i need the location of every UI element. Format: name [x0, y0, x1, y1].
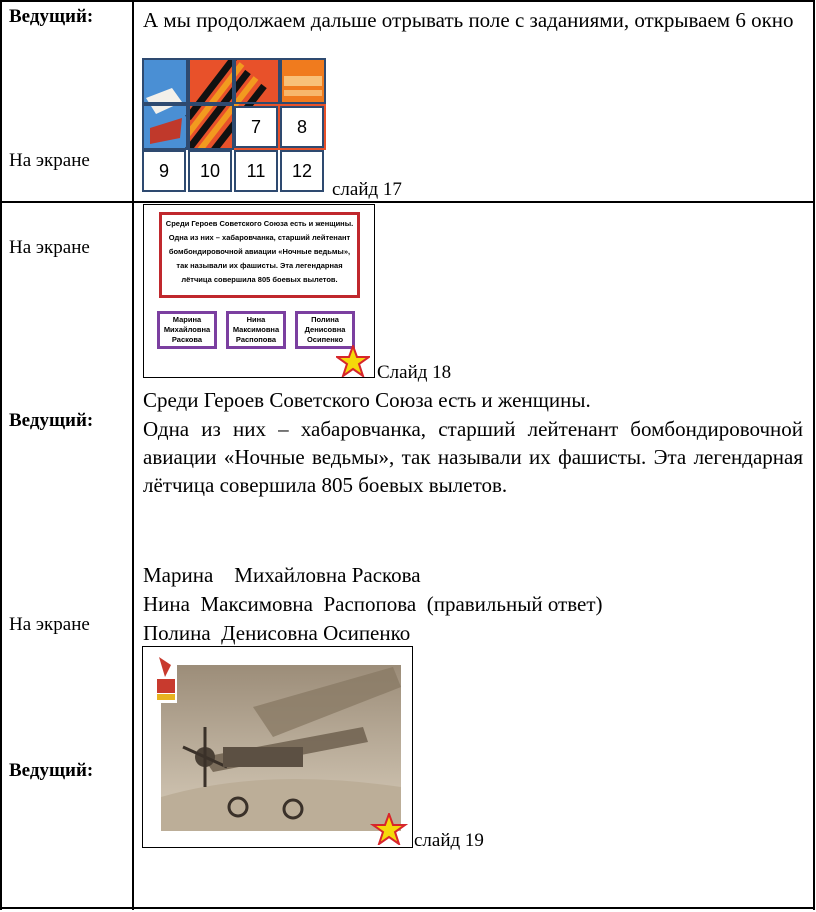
- slide-19-thumbnail: [142, 646, 413, 848]
- answer-option-3: Полина Денисовна Осипенко: [143, 621, 411, 645]
- tile-11[interactable]: 11: [234, 150, 278, 192]
- host-label: Ведущий:: [9, 760, 94, 781]
- tile-12[interactable]: 12: [280, 150, 324, 192]
- row-divider: [0, 201, 815, 203]
- slide-18-option-3[interactable]: Полина Денисовна Осипенко: [295, 311, 355, 349]
- answer-option-1: Марина Михайловна Раскова: [143, 563, 421, 587]
- host-label: Ведущий:: [9, 6, 94, 27]
- host-label: Ведущий:: [9, 410, 94, 431]
- answer-option-2: Нина Максимовна Распопова (правильный ответ): [143, 592, 603, 616]
- tile-7[interactable]: 7: [234, 106, 278, 148]
- slide-18-thumbnail: [143, 204, 375, 378]
- left-border: [0, 0, 2, 910]
- star-icon: [336, 345, 370, 377]
- slide-18-option-1[interactable]: Марина Михайловна Раскова: [157, 311, 217, 349]
- slide-18-option-2[interactable]: Нина Максимовна Распопова: [226, 311, 286, 349]
- host-text-row1: А мы продолжаем дальше отрывать поле с заданиями, открываем 6 окно: [143, 8, 794, 32]
- host-text-line1: Среди Героев Советского Союза есть и женщины.: [143, 388, 591, 412]
- tile-9[interactable]: 9: [142, 150, 186, 192]
- slide-18-question: Среди Героев Советского Союза есть и женщины. Одна из них – хабаровчанка, старший лейтенант бомбондировочной авиации «Ночные ведьмы», так называли их фашисты. Эта легендарная лётчица совершила 805 боевых вылетов.: [159, 212, 360, 298]
- right-border: [813, 0, 815, 910]
- slide-17-grid: [142, 58, 326, 192]
- screen-label: На экране: [9, 614, 90, 635]
- tile-10[interactable]: 10: [188, 150, 232, 192]
- screen-label: На экране: [9, 150, 90, 171]
- tile-8[interactable]: 8: [280, 106, 324, 148]
- screen-label: На экране: [9, 237, 90, 258]
- slide-17-caption: слайд 17: [332, 179, 402, 200]
- slide-18-caption: Слайд 18: [377, 362, 452, 383]
- slide-19-caption: слайд 19: [414, 830, 484, 851]
- column-divider: [132, 0, 134, 910]
- star-icon: [370, 813, 408, 845]
- host-text-paragraph: Одна из них – хабаровчанка, старший лейтенант бомбондировочной авиации «Ночные ведьмы», так называли их фашисты. Эта легендарная лётчица совершила 805 боевых вылетов.: [143, 417, 803, 497]
